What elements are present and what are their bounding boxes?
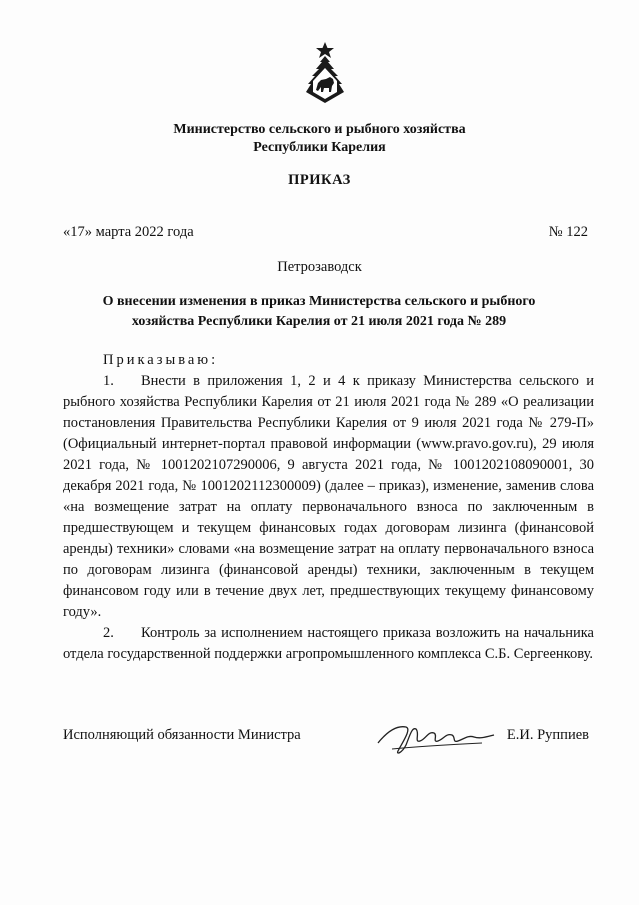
lead-word: Приказываю: <box>103 352 219 368</box>
paragraph-2 <box>63 623 594 665</box>
subject-line-1: О внесении изменения в приказ Министерства сельского и рыбного <box>102 294 536 309</box>
ministry-name <box>0 121 639 157</box>
order-body <box>63 350 594 665</box>
paragraph-text: Внести в приложения 1, 2 и 4 к приказу Министерства сельского и рыбного хозяйства Республики Карелия от 21 июля 2021 года № 289 «О реализации постановления Правительства Республики Карелия от 9 июля 2021 года № 279-П» (Официальный интернет-портал правовой информации (www.pravo.gov.ru), 29 июля 2021 года, № 1001202107290006, 9 августа 2021 года, № 1001202108090001, 30 декабря 2021 года, № 1001202112300009) (далее – приказ), изменение, заменив слова «на возмещение затрат на оплату первоначального взноса по заключенным в предшествующем и текущем финансовых годах договорам лизинга (финансовой аренды) техники» словами «на возмещение затрат на оплату первоначального взноса по договорам лизинга (финансовой аренды) техники, заключенным в текущем финансовом году или в течение двух лет, предшествующих текущему финансовому году». <box>63 373 594 620</box>
signer-name: Е.И. Руппиев <box>506 727 589 743</box>
order-subject <box>72 292 566 332</box>
karelia-coat-of-arms-icon <box>304 42 346 104</box>
paragraph-1 <box>63 371 594 623</box>
paragraph-number: 2. <box>103 625 114 641</box>
order-title: ПРИКАЗ <box>288 172 351 188</box>
ministry-line-1: Министерство сельского и рыбного хозяйства <box>173 122 466 137</box>
subject-line-2: хозяйства Республики Карелия от 21 июля 2021 года № 289 <box>131 314 507 329</box>
handwritten-signature <box>372 713 500 759</box>
ministry-line-2: Республики Карелия <box>253 140 386 155</box>
paragraph-text: Контроль за исполнением настоящего приказа возложить на начальника отдела государственной поддержки агропромышленного комплекса С.Б. Сергеенкову. <box>63 625 594 662</box>
paragraph-number: 1. <box>103 373 114 389</box>
order-number: № 122 <box>548 224 588 240</box>
order-date: «17» марта 2022 года <box>63 224 194 240</box>
city: Петрозаводск <box>277 259 362 275</box>
signer-title: Исполняющий обязанности Министра <box>63 727 301 743</box>
